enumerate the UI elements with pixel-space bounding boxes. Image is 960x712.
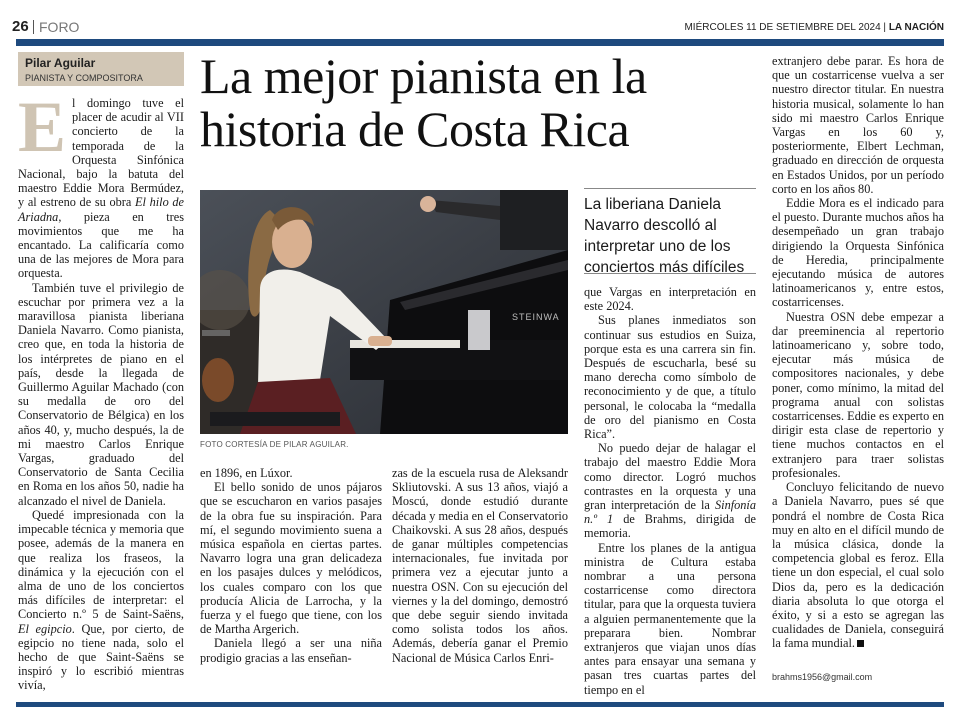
paragraph bbox=[18, 508, 184, 693]
text-run: , pieza en tres movimientos que me ha encantado. La calificaría como una de las mejores de Mora para orquesta. bbox=[18, 209, 184, 281]
concert-photo bbox=[200, 190, 568, 434]
author-name: Pilar Aguilar bbox=[25, 56, 96, 70]
dateline bbox=[684, 22, 944, 33]
author-box bbox=[18, 52, 184, 86]
text-run: . Que, por cierto, de egipcio no tiene nada, solo el hecho de que Saint-Saëns se inspiró y lo escribió mientras vivía, bbox=[18, 621, 184, 693]
work-title: El hilo de Ariadna bbox=[18, 195, 184, 224]
paragraph: Entre los planes de la antigua ministra de Cultura estaba nombrar a una persona costarricense como directora titular, para que la orquesta tuviera a alguien permanentemente que la preparara bien. Nombrar extranjeros que viajan unos días antes para ensayar una semana y pasan tres cuartas partes del tiempo en el bbox=[584, 540, 756, 697]
date: MIÉRCOLES 11 DE SETIEMBRE DEL 2024 | bbox=[684, 22, 887, 33]
headline: La mejor pianista en la historia de Costa Rica bbox=[200, 48, 647, 157]
subhead: La liberiana Daniela Navarro descolló al interpretar uno de los conciertos más difíciles bbox=[584, 196, 745, 276]
article-column-4 bbox=[584, 285, 756, 697]
bottom-rule bbox=[16, 702, 944, 707]
end-mark-icon bbox=[857, 640, 864, 647]
text-run: Quedé impresionada con la impecable técnica y memoria que posee, además de la manera en que realiza los fraseos, la dinámica y la ejecución con el alma de uno de los conciertos más difíciles de interpretar: el Concierto n.º 5 de Saint-Saëns, bbox=[18, 507, 184, 622]
text-run: No puedo dejar de halagar el trabajo del maestro Eddie Mora como director. Logró muchos contrastes en la orquesta y una gran interpretación de la bbox=[584, 441, 756, 513]
piano-brand-text: STEINWA bbox=[512, 312, 560, 322]
author-email[interactable]: brahms1956@gmail.com bbox=[772, 672, 873, 682]
photo-caption: FOTO CORTESÍA DE PILAR AGUILAR. bbox=[200, 440, 349, 449]
paragraph: extranjero debe parar. Es hora de que un costarricense vuelva a ser nuestro director titular. En nuestra historia musical, solamente lo han sido mi maestro Carlos Enrique Vargas en los 60 y, posteriormente, Elbert Lechman, graduado en dirección de orquesta en Estados Unidos, por un período corto en los años 80. bbox=[772, 54, 944, 196]
article-column-5 bbox=[772, 54, 944, 651]
paragraph: en 1896, en Lúxor. bbox=[200, 466, 293, 480]
article-column-3 bbox=[392, 466, 568, 665]
paragraph bbox=[772, 480, 944, 650]
paragraph bbox=[584, 441, 756, 540]
text-run: de Brahms, dirigida de memoria. bbox=[584, 512, 756, 541]
text-run: l domingo tuve el placer de acudir al VII concierto de la temporada de la Orquesta Sinfónica Nacional, bajo la batuta del maestro Eddie Mora Bermúdez, y al estreno de su obra bbox=[18, 96, 184, 210]
work-title: El egipcio bbox=[18, 621, 72, 636]
paragraph: Eddie Mora es el indicado para el puesto. Durante muchos años ha desempeñado un gran trabajo dirigiendo la Orquesta Sinfónica de Heredia, principalmente ejecutando música de autores latinoamericanos y, entre estos, costarricenses. bbox=[772, 196, 944, 310]
pianist-photo-illustration bbox=[200, 190, 568, 434]
paragraph: zas de la escuela rusa de Aleksandr Skliutovski. A sus 13 años, viajó a Moscú, donde estudió durante década y media en el Conservatorio Chaikovski. A sus 28 años, después de ganar múltiples competencias internacionales, fue invitada por primera vez a ejecutar junto a nuestra OSN. Con su ejecución del viernes y la del domingo, demostró que debe seguir siendo invitada como solista todos los años. Además, debería ganar el Premio Nacional de Música Carlos Enri- bbox=[392, 466, 568, 665]
paragraph: Daniela llegó a ser una niña prodigio gracias a las enseñan- bbox=[200, 636, 382, 665]
article-column-2 bbox=[200, 466, 382, 665]
section-name: FORO bbox=[39, 19, 80, 35]
paragraph: Sus planes inmediatos son continuar sus estudios en Suiza, porque esta es una carrera sin fin. Después de escucharla, besé su mano derecha como símbolo de reconocimiento y de que, a título personal, le colocaba la “medalla de oro del pianismo en Costa Rica”. bbox=[584, 313, 756, 442]
work-title: Sinfonía n.º 1 bbox=[584, 498, 756, 527]
subhead-box bbox=[584, 188, 756, 274]
paragraph: El bello sonido de unos pájaros que se escucharon en varios pasajes de la obra fue su inspiración. Para mí, el segundo movimiento suena a música española en ciertas partes. Navarro logra una gran delicadeza en los pasajes dulces y melódicos, los cuales comparo con los que producía Alicia de Larrocha, y la fuerza y el fuego que tiene, con los de Martha Argerich. bbox=[200, 480, 382, 637]
text-run: Concluyo felicitando de nuevo a Daniela Navarro, pues sé que pondrá el nombre de Costa Rica muy en alto en el difícil mundo de la música clásica, donde la competencia global es feroz. Ella tiene un don especial, el cual solo Dios da, pero es la dedicación diaria absoluta lo que otorga el éxito, y si a esto se agregan las cualidades de Daniela, conseguirá la fama mundial. bbox=[772, 480, 944, 651]
paragraph: Nuestra OSN debe empezar a dar preeminencia al repertorio latinoamericano y, sobre todo, ejecutar más música de compositores nacionales, y debe poner, como mínimo, la mitad del programa anual con solistas costarricenses. Eddie es experto en dirigir esta clase de repertorio y tiene muchos contactos en el extranjero para traer solistas profesionales. bbox=[772, 309, 944, 480]
header-divider bbox=[33, 20, 34, 34]
dropcap: E bbox=[18, 87, 67, 167]
paragraph bbox=[18, 87, 184, 281]
paragraph: que Vargas en interpretación en este 2024. bbox=[584, 285, 756, 314]
paragraph: También tuve el privilegio de escuchar por primera vez a la maravillosa pianista liberiana Daniela Navarro. Como pianista, creo que, en toda la historia de los intérpretes de piano en el país, desde la llegada de Guillermo Aguilar Machado (con su medalla de oro del Conservatorio de Bélgica) en los años 40, y, mucho después, la de mi maestro Carlos Enrique Vargas, graduado del Conservatorio de Santa Cecilia en Roma en los años 50, nadie ha alcanzado el nivel de Daniela. bbox=[18, 280, 184, 508]
author-role: PIANISTA Y COMPOSITORA bbox=[25, 73, 143, 83]
page-number: 26 bbox=[12, 18, 29, 35]
article-column-1 bbox=[18, 87, 184, 693]
top-rule bbox=[16, 39, 944, 46]
newspaper-name: LA NACIÓN bbox=[888, 22, 944, 33]
